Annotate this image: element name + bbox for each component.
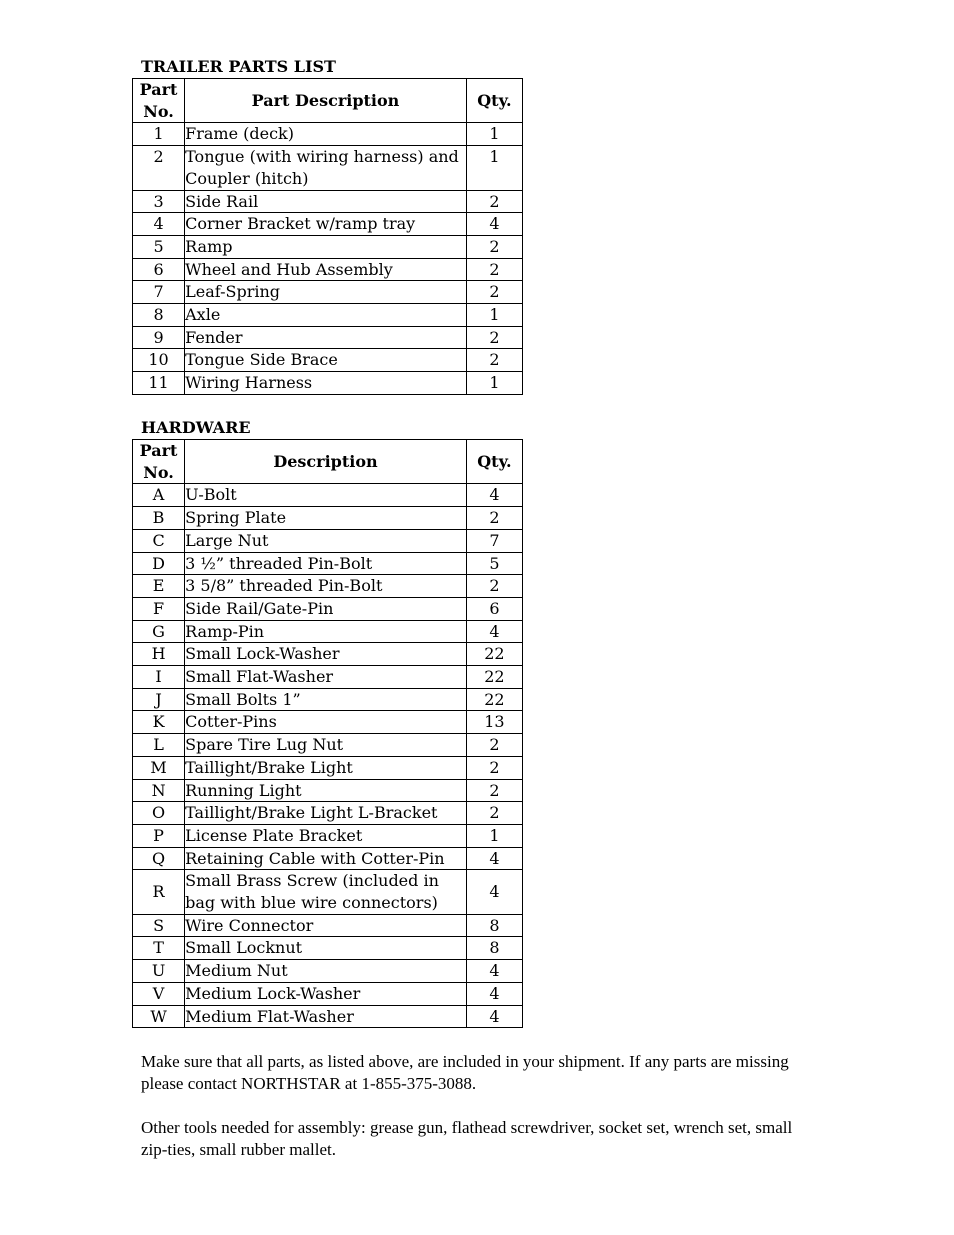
qty-cell: 4 [466, 870, 522, 914]
part-no-cell: I [133, 666, 185, 689]
table-row [133, 937, 523, 960]
table-row [133, 643, 523, 666]
description-cell: Medium Flat-Washer [185, 1005, 467, 1028]
table-row [133, 484, 523, 507]
description-cell: Ramp [185, 235, 467, 258]
table-row [133, 870, 523, 914]
description-cell: 3 5/8” threaded Pin-Bolt [185, 575, 467, 598]
table-row [133, 372, 523, 395]
part-no-cell: H [133, 643, 185, 666]
description-cell: Running Light [185, 779, 467, 802]
part-no-cell: J [133, 688, 185, 711]
table-row [133, 190, 523, 213]
part-no-cell: W [133, 1005, 185, 1028]
part-no-cell: U [133, 960, 185, 983]
description-cell: Small Lock-Washer [185, 643, 467, 666]
qty-cell: 4 [466, 960, 522, 983]
description-cell: Spring Plate [185, 507, 467, 530]
part-no-cell: E [133, 575, 185, 598]
table-row [133, 756, 523, 779]
qty-cell: 1 [466, 123, 522, 146]
part-no-cell: G [133, 620, 185, 643]
header-description: Description [185, 440, 467, 484]
description-cell: U-Bolt [185, 484, 467, 507]
table-row [133, 213, 523, 236]
table-row [133, 982, 523, 1005]
part-no-cell: 6 [133, 258, 185, 281]
table-row [133, 847, 523, 870]
part-no-cell: 2 [133, 146, 185, 190]
hardware-body [133, 484, 523, 1028]
part-no-cell: R [133, 870, 185, 914]
part-no-cell: Q [133, 847, 185, 870]
description-cell: Small Bolts 1” [185, 688, 467, 711]
table-row [133, 802, 523, 825]
parts-list-table [132, 78, 523, 395]
description-cell: Spare Tire Lug Nut [185, 734, 467, 757]
part-no-cell: D [133, 552, 185, 575]
table-row [133, 1005, 523, 1028]
qty-cell: 6 [466, 597, 522, 620]
table-row [133, 529, 523, 552]
table-row [133, 597, 523, 620]
part-no-cell: S [133, 914, 185, 937]
part-no-cell: T [133, 937, 185, 960]
part-no-cell: 11 [133, 372, 185, 395]
description-cell: Corner Bracket w/ramp tray [185, 213, 467, 236]
table-header-row [133, 79, 523, 123]
header-qty: Qty. [466, 440, 522, 484]
qty-cell: 2 [466, 235, 522, 258]
part-no-cell: 10 [133, 349, 185, 372]
part-no-cell: V [133, 982, 185, 1005]
table-row [133, 779, 523, 802]
description-cell: Ramp-Pin [185, 620, 467, 643]
qty-cell: 2 [466, 734, 522, 757]
parts-list-body [133, 123, 523, 394]
description-cell: Side Rail/Gate-Pin [185, 597, 467, 620]
part-no-cell: A [133, 484, 185, 507]
description-cell: Wiring Harness [185, 372, 467, 395]
description-cell: Leaf-Spring [185, 281, 467, 304]
qty-cell: 4 [466, 847, 522, 870]
table-row [133, 734, 523, 757]
table-row [133, 960, 523, 983]
table-row [133, 914, 523, 937]
qty-cell: 4 [466, 1005, 522, 1028]
description-cell: Wire Connector [185, 914, 467, 937]
part-no-cell: 8 [133, 304, 185, 327]
table-row [133, 552, 523, 575]
header-qty: Qty. [466, 79, 522, 123]
table-row [133, 620, 523, 643]
part-no-cell: 3 [133, 190, 185, 213]
qty-cell: 22 [466, 666, 522, 689]
header-part-description: Part Description [185, 79, 467, 123]
qty-cell: 1 [466, 824, 522, 847]
description-cell: Tongue Side Brace [185, 349, 467, 372]
table-row [133, 711, 523, 734]
table-row [133, 507, 523, 530]
description-cell: Medium Lock-Washer [185, 982, 467, 1005]
description-cell: Retaining Cable with Cotter-Pin [185, 847, 467, 870]
qty-cell: 1 [466, 372, 522, 395]
qty-cell: 22 [466, 688, 522, 711]
qty-cell: 4 [466, 213, 522, 236]
header-part-no: Part No. [133, 440, 185, 484]
part-no-cell: O [133, 802, 185, 825]
qty-cell: 4 [466, 620, 522, 643]
qty-cell: 22 [466, 643, 522, 666]
qty-cell: 8 [466, 937, 522, 960]
description-cell: Cotter-Pins [185, 711, 467, 734]
qty-cell: 5 [466, 552, 522, 575]
table-row [133, 666, 523, 689]
qty-cell: 2 [466, 507, 522, 530]
description-cell: Large Nut [185, 529, 467, 552]
part-no-cell: 7 [133, 281, 185, 304]
table-row [133, 824, 523, 847]
tools-note: Other tools needed for assembly: grease gun, flathead screwdriver, socket set, wrench set, small zip-ties, small rubber mallet. [141, 1118, 793, 1159]
table-row [133, 123, 523, 146]
qty-cell: 2 [466, 779, 522, 802]
description-cell: Fender [185, 326, 467, 349]
part-no-cell: K [133, 711, 185, 734]
table-row [133, 304, 523, 327]
hardware-title: HARDWARE [141, 418, 251, 437]
qty-cell: 1 [466, 146, 522, 190]
description-cell: Wheel and Hub Assembly [185, 258, 467, 281]
description-cell: 3 ½” threaded Pin-Bolt [185, 552, 467, 575]
description-cell: Small Flat-Washer [185, 666, 467, 689]
part-no-cell: B [133, 507, 185, 530]
qty-cell: 2 [466, 326, 522, 349]
part-no-cell: 9 [133, 326, 185, 349]
part-no-cell: C [133, 529, 185, 552]
description-cell: Taillight/Brake Light [185, 756, 467, 779]
header-part-no: Part No. [133, 79, 185, 123]
table-row [133, 258, 523, 281]
table-row [133, 281, 523, 304]
qty-cell: 13 [466, 711, 522, 734]
qty-cell: 2 [466, 190, 522, 213]
qty-cell: 2 [466, 756, 522, 779]
qty-cell: 2 [466, 349, 522, 372]
qty-cell: 1 [466, 304, 522, 327]
description-cell: Tongue (with wiring harness) and Coupler (hitch) [185, 146, 467, 190]
table-row [133, 575, 523, 598]
description-cell: Frame (deck) [185, 123, 467, 146]
table-header-row [133, 440, 523, 484]
part-no-cell: L [133, 734, 185, 757]
qty-cell: 2 [466, 281, 522, 304]
table-row [133, 146, 523, 190]
part-no-cell: F [133, 597, 185, 620]
part-no-cell: 4 [133, 213, 185, 236]
qty-cell: 7 [466, 529, 522, 552]
qty-cell: 2 [466, 258, 522, 281]
part-no-cell: N [133, 779, 185, 802]
part-no-cell: 1 [133, 123, 185, 146]
part-no-cell: P [133, 824, 185, 847]
parts-list-title: TRAILER PARTS LIST [141, 57, 336, 76]
description-cell: License Plate Bracket [185, 824, 467, 847]
description-cell: Medium Nut [185, 960, 467, 983]
description-cell: Side Rail [185, 190, 467, 213]
hardware-table [132, 439, 523, 1028]
table-row [133, 326, 523, 349]
table-row [133, 688, 523, 711]
description-cell: Small Brass Screw (included in bag with blue wire connectors) [185, 870, 467, 914]
shipment-note: Make sure that all parts, as listed above, are included in your shipment. If any parts are missing please contact NORTHSTAR at 1-855-375-3088. [141, 1052, 789, 1093]
description-cell: Small Locknut [185, 937, 467, 960]
table-row [133, 349, 523, 372]
table-row [133, 235, 523, 258]
description-cell: Axle [185, 304, 467, 327]
part-no-cell: 5 [133, 235, 185, 258]
qty-cell: 2 [466, 575, 522, 598]
description-cell: Taillight/Brake Light L-Bracket [185, 802, 467, 825]
qty-cell: 8 [466, 914, 522, 937]
qty-cell: 4 [466, 982, 522, 1005]
qty-cell: 2 [466, 802, 522, 825]
part-no-cell: M [133, 756, 185, 779]
qty-cell: 4 [466, 484, 522, 507]
